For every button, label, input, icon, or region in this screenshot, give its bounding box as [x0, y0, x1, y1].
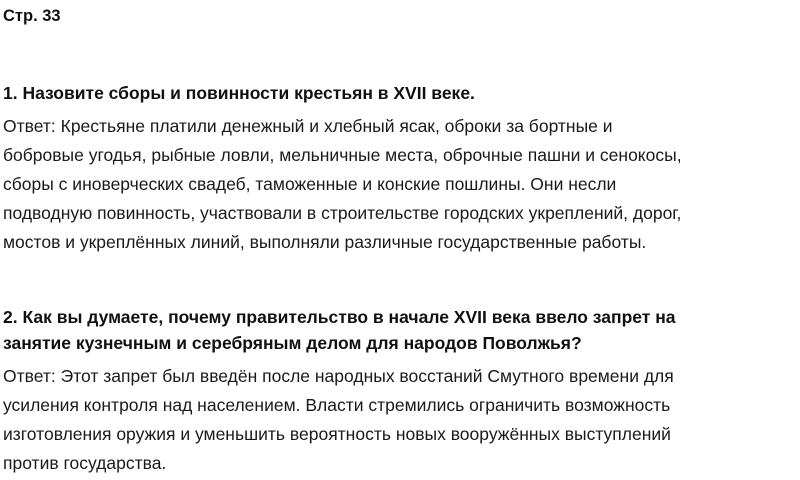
answer-1-line-4: подводную повинность, участвовали в строительстве городских укреплений, дорог,	[3, 203, 682, 223]
answer-1-line-1: Ответ: Крестьяне платили денежный и хлебный ясак, оброки за бортные и	[3, 116, 613, 136]
answer-1-line-3: сборы с иноверческих свадеб, таможенные и конские пошлины. Они несли	[3, 174, 617, 194]
page-number-label: Стр. 33	[3, 7, 61, 25]
answer-1-line-5: мостов и укреплённых линий, выполняли различные государственные работы.	[3, 232, 647, 252]
question-block-1	[3, 80, 799, 257]
answer-2-line-4: против государства.	[3, 453, 167, 473]
answer-2-line-1: Ответ: Этот запрет был введён после народных восстаний Смутного времени для	[3, 366, 674, 386]
answer-1-line-2: бобровые угодья, рыбные ловли, мельничные места, оброчные пашни и сенокосы,	[3, 145, 682, 165]
question-2-title-line-1: 2. Как вы думаете, почему правительство в начале XVII века ввело запрет на	[3, 307, 676, 327]
question-2-title	[3, 304, 799, 356]
answer-1	[3, 112, 799, 257]
question-1-title: 1. Назовите сборы и повинности крестьян в XVII веке.	[3, 83, 475, 103]
question-block-2	[3, 304, 799, 478]
question-2-title-line-2: занятие кузнечным и серебряным делом для народов Поволжья?	[3, 333, 582, 353]
answer-2-line-2: усиления контроля над населением. Власти стремились ограничить возможность	[3, 395, 671, 415]
answer-2	[3, 362, 799, 478]
answer-2-line-3: изготовления оружия и уменьшить вероятность новых вооружённых выступлений	[3, 424, 671, 444]
